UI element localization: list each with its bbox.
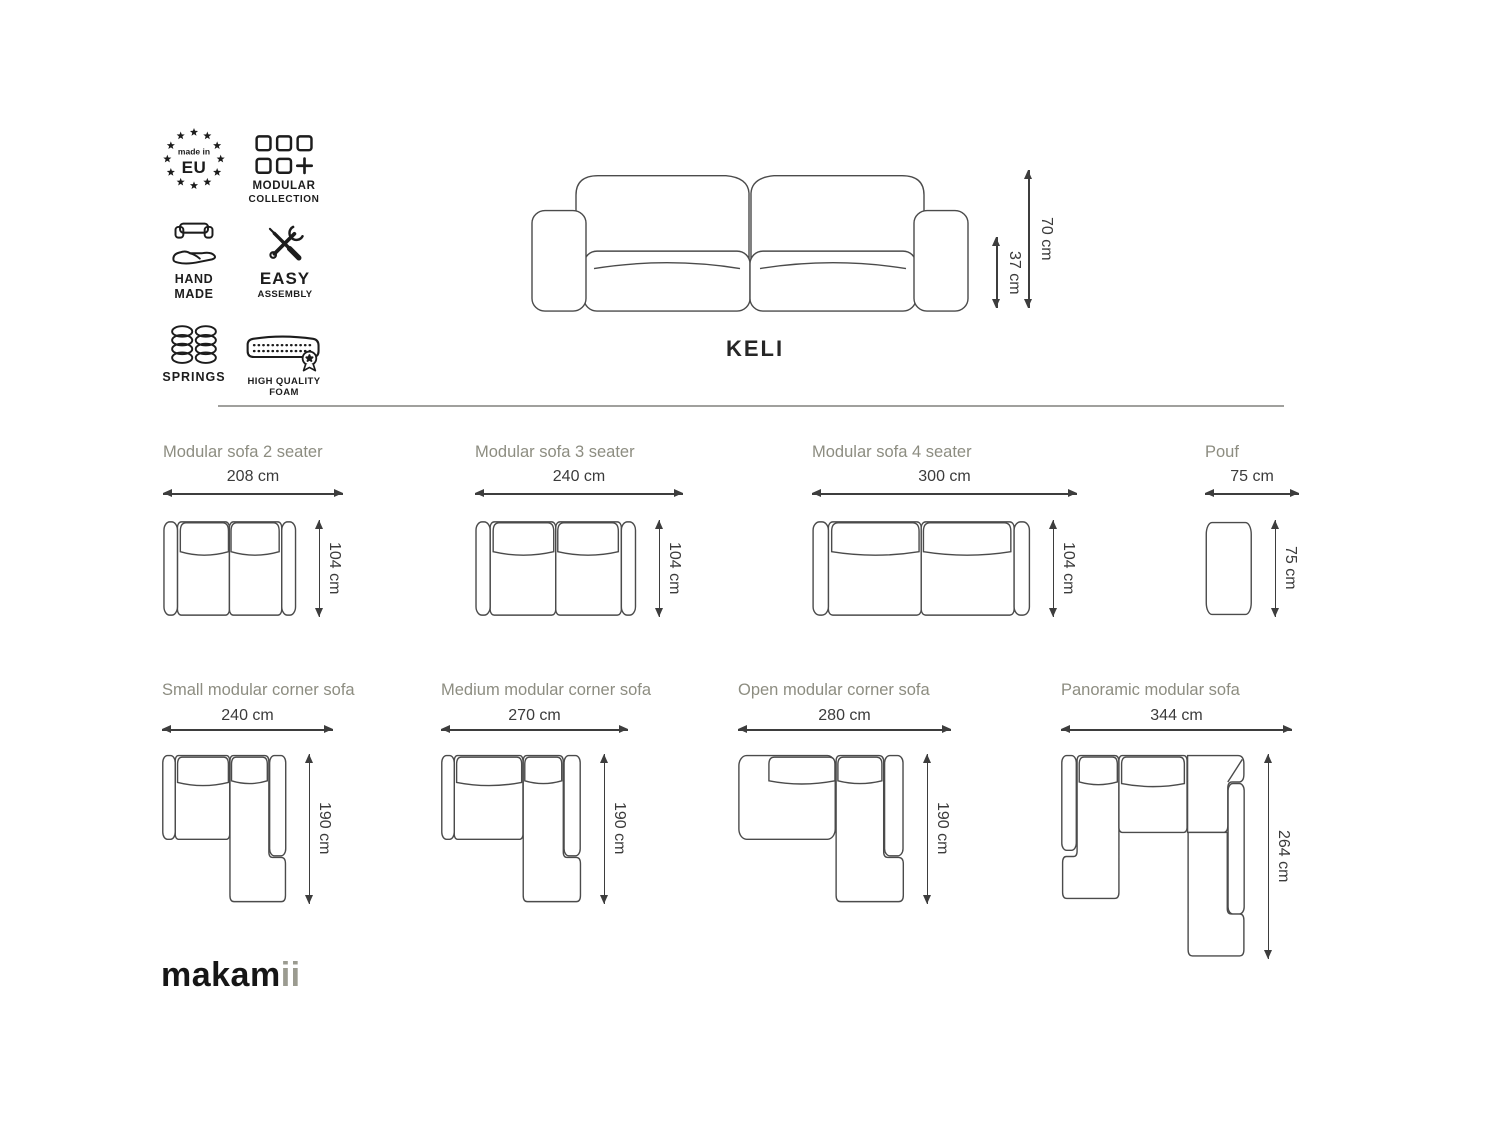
variant-title: Small modular corner sofa: [162, 681, 355, 699]
springs-label: SPRINGS: [162, 370, 226, 384]
width-label: 300 cm: [918, 468, 971, 485]
variant-title: Medium modular corner sofa: [441, 681, 652, 699]
modular-collection-label-2: COLLECTION: [248, 193, 320, 205]
depth-arrow: [659, 520, 661, 617]
depth-arrow: [1275, 520, 1277, 617]
variant-title: Modular sofa 2 seater: [163, 443, 323, 461]
depth-arrow: [1053, 520, 1055, 617]
variant-card-medium-corner: [441, 681, 652, 904]
width-arrow: [738, 729, 951, 731]
seat-height-arrow: [996, 237, 998, 308]
variant-card-2-seater: [163, 443, 343, 617]
variant-title: Open modular corner sofa: [738, 681, 930, 699]
brand-logo-gray: ii: [280, 956, 301, 994]
open-corner-top-view-drawing: [738, 754, 905, 904]
easy-assembly-icon: [263, 222, 307, 266]
easy-assembly-label-1: EASY: [259, 269, 311, 288]
springs-icon: [168, 324, 220, 366]
product-name: KELI: [725, 336, 785, 361]
hand-made-label-1: HAND: [174, 272, 214, 286]
hand-made-label-2: MADE: [174, 286, 214, 301]
width-label: 280 cm: [818, 707, 871, 724]
variant-card-4-seater: [812, 443, 1077, 617]
section-divider: [218, 405, 1284, 407]
made-in-eu-icon: [163, 128, 225, 192]
eu-label: EU: [181, 157, 207, 177]
width-label: 75 cm: [1230, 468, 1274, 485]
depth-label: 190 cm: [934, 802, 951, 855]
badge-easy-assembly: [252, 222, 318, 300]
badge-springs: [160, 324, 228, 385]
width-arrow: [1205, 493, 1299, 495]
variant-card-panoramic: [1061, 681, 1292, 959]
total-height-arrow: [1028, 170, 1030, 308]
depth-label: 75 cm: [1282, 546, 1299, 590]
modular-collection-label-1: MODULAR: [252, 180, 316, 192]
depth-arrow: [309, 754, 311, 904]
small-corner-top-view-drawing: [162, 754, 287, 904]
width-arrow: [163, 493, 343, 495]
3-seater-top-view-drawing: [475, 520, 637, 617]
variant-card-open-corner: [738, 681, 951, 904]
width-label: 270 cm: [508, 707, 561, 724]
pouf-top-view-drawing: [1205, 520, 1253, 617]
brand-logo-black: makam: [161, 956, 281, 994]
variant-title: Modular sofa 3 seater: [475, 443, 635, 461]
depth-arrow: [1268, 754, 1270, 959]
depth-label: 190 cm: [611, 802, 628, 855]
medium-corner-top-view-drawing: [441, 754, 582, 904]
high-quality-foam-icon: [242, 332, 326, 372]
4-seater-top-view-drawing: [812, 520, 1031, 617]
sofa-front-view-drawing: [530, 168, 970, 313]
badge-hand-made: [160, 222, 228, 302]
made-in-label: made in: [177, 146, 211, 157]
variant-card-3-seater: [475, 443, 683, 617]
variant-title: Modular sofa 4 seater: [812, 443, 972, 461]
variant-card-small-corner: [162, 681, 355, 904]
depth-label: 190 cm: [316, 802, 333, 855]
width-arrow: [812, 493, 1077, 495]
depth-label: 264 cm: [1275, 829, 1292, 883]
2-seater-top-view-drawing: [163, 520, 297, 617]
seat-height-label: 37 cm: [1006, 250, 1023, 295]
hand-made-icon: [168, 222, 220, 268]
width-arrow: [1061, 729, 1292, 731]
depth-arrow: [927, 754, 929, 904]
high-quality-foam-label-1: HIGH QUALITY: [247, 376, 321, 387]
brand-logo: [161, 956, 301, 995]
variant-title: Panoramic modular sofa: [1061, 681, 1240, 699]
variant-title: Pouf: [1205, 443, 1239, 461]
depth-label: 104 cm: [1060, 541, 1077, 595]
easy-assembly-label-2: ASSEMBLY: [257, 289, 313, 301]
width-arrow: [475, 493, 683, 495]
depth-label: 104 cm: [666, 541, 683, 595]
width-label: 240 cm: [552, 468, 606, 485]
width-label: 344 cm: [1150, 707, 1203, 724]
panoramic-top-view-drawing: [1061, 754, 1246, 959]
width-arrow: [441, 729, 628, 731]
total-height-label: 70 cm: [1038, 217, 1055, 261]
depth-arrow: [319, 520, 321, 617]
badge-modular-collection: [248, 135, 320, 205]
width-label: 240 cm: [221, 707, 274, 724]
width-arrow: [162, 729, 333, 731]
width-label: 208 cm: [226, 468, 280, 485]
badge-high-quality-foam: [240, 332, 328, 398]
high-quality-foam-label-2: FOAM: [269, 387, 299, 399]
depth-label: 104 cm: [326, 541, 343, 595]
badge-made-in-eu: [162, 128, 226, 192]
modular-collection-icon: [255, 135, 313, 176]
variant-card-pouf: [1205, 443, 1299, 617]
depth-arrow: [604, 754, 606, 904]
